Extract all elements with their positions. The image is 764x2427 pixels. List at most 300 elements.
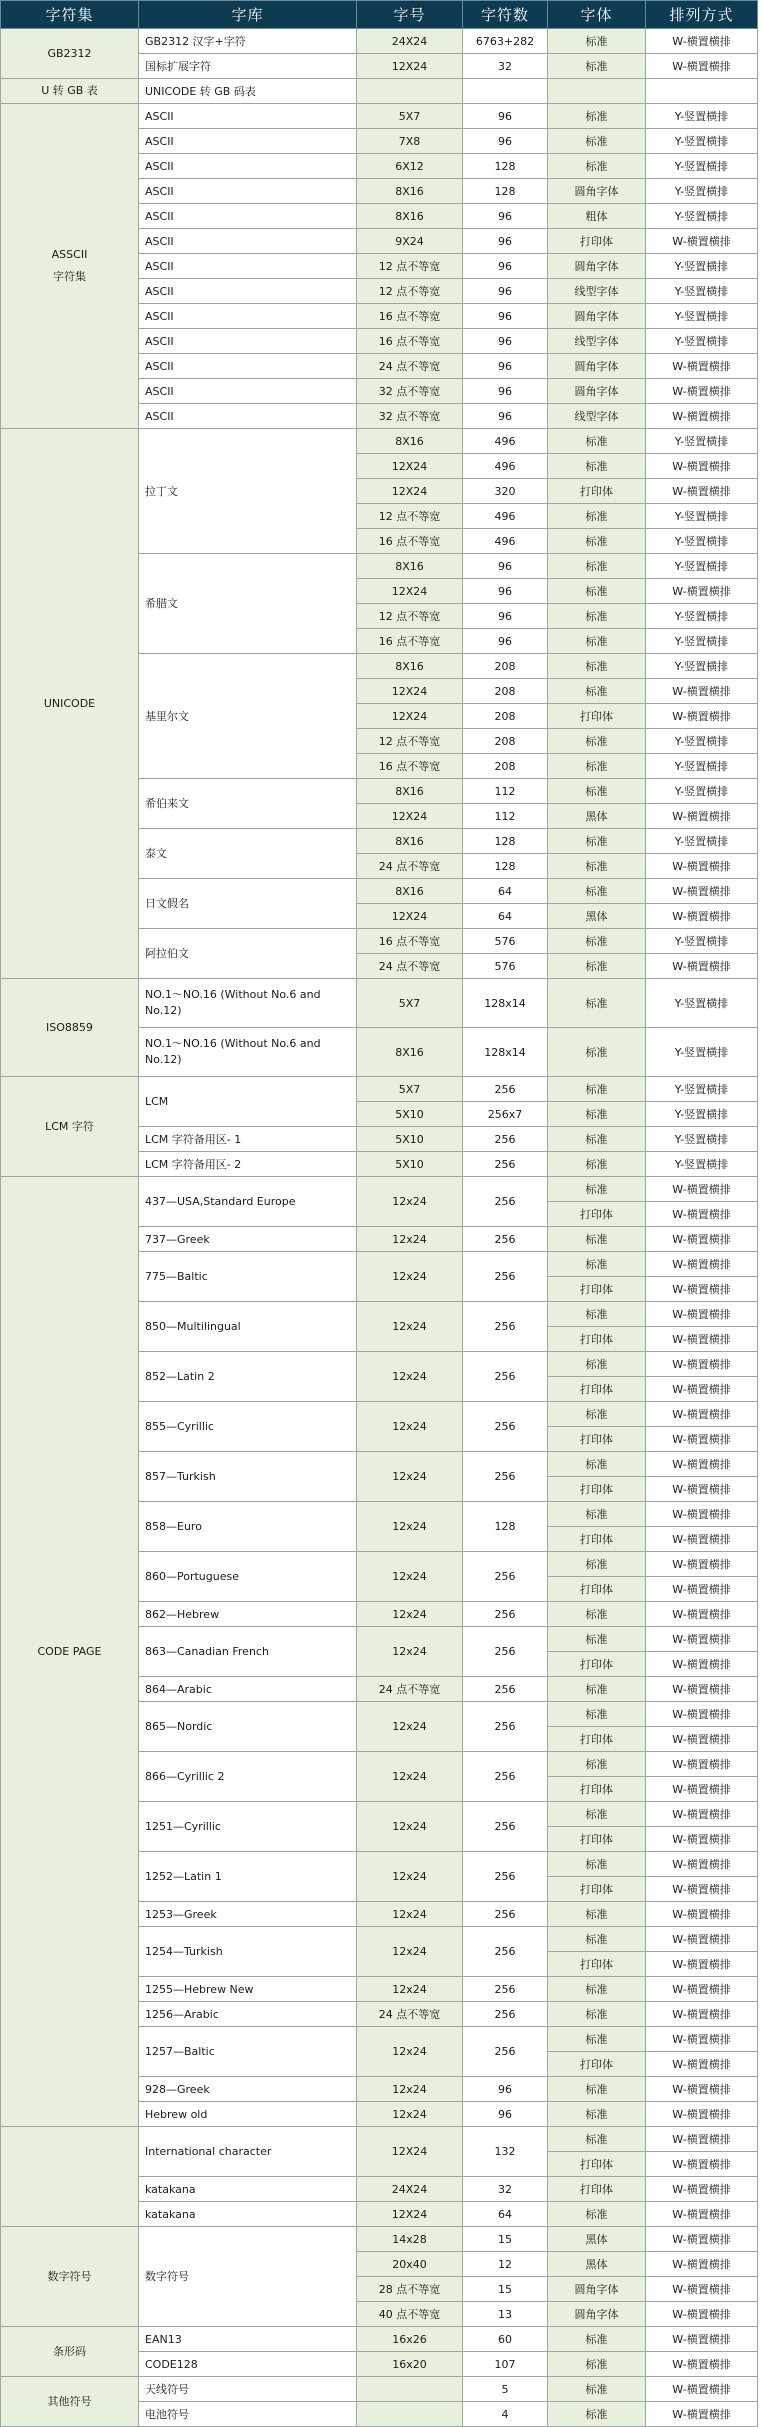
char-count-cell: 256 [463, 1177, 548, 1227]
size-cell: 12X24 [357, 579, 463, 604]
font-style-cell: 圆角字体 [548, 379, 646, 404]
library-cell: 1256—Arabic [139, 2002, 357, 2027]
size-cell: 32 点不等宽 [357, 379, 463, 404]
arrangement-cell: W-横置横排 [646, 2202, 758, 2227]
size-cell: 24 点不等宽 [357, 854, 463, 879]
charset-group-cell: LCM 字符 [1, 1077, 139, 1177]
charset-group-cell: U 转 GB 表 [1, 79, 139, 104]
table-row [1, 104, 758, 129]
font-style-cell: 标准 [548, 779, 646, 804]
arrangement-cell: W-横置横排 [646, 2102, 758, 2127]
font-style-cell: 打印体 [548, 1652, 646, 1677]
size-cell: 24X24 [357, 29, 463, 54]
size-cell: 8X16 [357, 554, 463, 579]
table-body [1, 29, 758, 2427]
size-cell: 24X24 [357, 2177, 463, 2202]
size-cell: 12x24 [357, 1502, 463, 1552]
char-count-cell: 96 [463, 354, 548, 379]
size-cell: 12x24 [357, 1752, 463, 1802]
size-cell: 12X24 [357, 679, 463, 704]
library-cell: NO.1～NO.16 (Without No.6 and No.12) [139, 1028, 357, 1077]
arrangement-cell [646, 79, 758, 104]
arrangement-cell: W-横置横排 [646, 54, 758, 79]
table-row [1, 1177, 758, 1202]
table-row [1, 2227, 758, 2252]
library-cell: ASCII [139, 279, 357, 304]
font-style-cell: 线型字体 [548, 404, 646, 429]
library-cell: CODE128 [139, 2352, 357, 2377]
char-count-cell: 208 [463, 654, 548, 679]
arrangement-cell: W-横置横排 [646, 2352, 758, 2377]
char-count-cell: 256 [463, 1352, 548, 1402]
font-style-cell: 标准 [548, 654, 646, 679]
char-count-cell: 256 [463, 2027, 548, 2077]
char-count-cell: 96 [463, 379, 548, 404]
font-style-cell: 标准 [548, 529, 646, 554]
arrangement-cell: W-横置横排 [646, 229, 758, 254]
font-style-cell: 标准 [548, 29, 646, 54]
size-cell: 14x28 [357, 2227, 463, 2252]
size-cell: 12X24 [357, 54, 463, 79]
arrangement-cell: W-横置横排 [646, 2152, 758, 2177]
font-style-cell: 标准 [548, 1452, 646, 1477]
size-cell: 12x24 [357, 1852, 463, 1902]
size-cell: 7X8 [357, 129, 463, 154]
char-count-cell: 96 [463, 329, 548, 354]
arrangement-cell: W-横置横排 [646, 1452, 758, 1477]
arrangement-cell: W-横置横排 [646, 804, 758, 829]
font-style-cell: 打印体 [548, 1327, 646, 1352]
arrangement-cell: W-横置横排 [646, 1277, 758, 1302]
char-count-cell: 208 [463, 704, 548, 729]
arrangement-cell: W-横置横排 [646, 1727, 758, 1752]
size-cell: 8X16 [357, 829, 463, 854]
font-style-cell: 标准 [548, 679, 646, 704]
charset-group-cell [1, 2127, 139, 2227]
size-cell: 9X24 [357, 229, 463, 254]
font-style-cell: 圆角字体 [548, 304, 646, 329]
arrangement-cell: Y-竖置横排 [646, 554, 758, 579]
arrangement-cell: W-横置横排 [646, 1227, 758, 1252]
header-arrangement: 排列方式 [646, 1, 758, 29]
char-count-cell: 96 [463, 279, 548, 304]
arrangement-cell: W-横置横排 [646, 1627, 758, 1652]
font-style-cell: 打印体 [548, 1877, 646, 1902]
char-count-cell: 128x14 [463, 979, 548, 1028]
size-cell: 12x24 [357, 1977, 463, 2002]
size-cell: 12X24 [357, 454, 463, 479]
library-cell: LCM 字符备用区- 1 [139, 1127, 357, 1152]
font-style-cell: 打印体 [548, 1577, 646, 1602]
font-style-cell: 打印体 [548, 1727, 646, 1752]
arrangement-cell: W-横置横排 [646, 2402, 758, 2427]
size-cell: 12x24 [357, 2027, 463, 2077]
char-count-cell: 256 [463, 1452, 548, 1502]
arrangement-cell: Y-竖置横排 [646, 154, 758, 179]
arrangement-cell: Y-竖置横排 [646, 329, 758, 354]
size-cell: 5X10 [357, 1102, 463, 1127]
size-cell: 12X24 [357, 704, 463, 729]
library-cell: LCM [139, 1077, 357, 1127]
font-style-cell: 标准 [548, 1352, 646, 1377]
char-count-cell: 256 [463, 1702, 548, 1752]
font-style-cell: 标准 [548, 1627, 646, 1652]
library-cell: 拉丁文 [139, 429, 357, 554]
library-cell: ASCII [139, 254, 357, 279]
char-count-cell: 112 [463, 779, 548, 804]
library-cell: ASCII [139, 204, 357, 229]
char-count-cell: 128 [463, 179, 548, 204]
size-cell: 12x24 [357, 1602, 463, 1627]
char-count-cell: 112 [463, 804, 548, 829]
table-row [1, 2327, 758, 2352]
font-style-cell: 标准 [548, 1302, 646, 1327]
char-count-cell: 496 [463, 504, 548, 529]
font-style-cell: 标准 [548, 504, 646, 529]
arrangement-cell: W-横置横排 [646, 1577, 758, 1602]
char-count-cell: 256x7 [463, 1102, 548, 1127]
size-cell: 8X16 [357, 879, 463, 904]
header-charset: 字符集 [1, 1, 139, 29]
arrangement-cell: Y-竖置横排 [646, 254, 758, 279]
char-count-cell: 256 [463, 1677, 548, 1702]
size-cell: 12X24 [357, 2127, 463, 2177]
font-style-cell: 打印体 [548, 1377, 646, 1402]
library-cell: 1252—Latin 1 [139, 1852, 357, 1902]
font-style-cell: 打印体 [548, 704, 646, 729]
char-count-cell: 208 [463, 679, 548, 704]
char-count-cell: 12 [463, 2252, 548, 2277]
library-cell: Hebrew old [139, 2102, 357, 2127]
charset-group-cell: 数字符号 [1, 2227, 139, 2327]
char-count-cell: 256 [463, 1227, 548, 1252]
size-cell: 12 点不等宽 [357, 604, 463, 629]
arrangement-cell: W-横置横排 [646, 2127, 758, 2152]
library-cell: 857—Turkish [139, 1452, 357, 1502]
char-count-cell: 256 [463, 1127, 548, 1152]
arrangement-cell: Y-竖置横排 [646, 1077, 758, 1102]
arrangement-cell: W-横置横排 [646, 2227, 758, 2252]
char-count-cell: 128 [463, 1502, 548, 1552]
char-count-cell: 96 [463, 579, 548, 604]
arrangement-cell: W-横置横排 [646, 1602, 758, 1627]
arrangement-cell: W-横置横排 [646, 954, 758, 979]
font-style-cell [548, 79, 646, 104]
arrangement-cell: W-横置横排 [646, 29, 758, 54]
size-cell [357, 79, 463, 104]
size-cell: 20x40 [357, 2252, 463, 2277]
font-style-cell: 标准 [548, 2352, 646, 2377]
library-cell: ASCII [139, 304, 357, 329]
arrangement-cell: W-横置横排 [646, 579, 758, 604]
arrangement-cell: W-横置横排 [646, 2027, 758, 2052]
font-style-cell: 打印体 [548, 1427, 646, 1452]
font-style-cell: 打印体 [548, 229, 646, 254]
char-count-cell: 96 [463, 229, 548, 254]
arrangement-cell: W-横置横排 [646, 479, 758, 504]
size-cell: 24 点不等宽 [357, 354, 463, 379]
size-cell: 8X16 [357, 654, 463, 679]
size-cell [357, 2377, 463, 2402]
arrangement-cell: W-横置横排 [646, 1352, 758, 1377]
char-count-cell: 32 [463, 2177, 548, 2202]
font-style-cell: 标准 [548, 2327, 646, 2352]
size-cell: 12X24 [357, 804, 463, 829]
arrangement-cell: W-横置横排 [646, 1702, 758, 1727]
library-cell: 1251—Cyrillic [139, 1802, 357, 1852]
arrangement-cell: Y-竖置横排 [646, 304, 758, 329]
library-cell: ASCII [139, 154, 357, 179]
char-count-cell: 496 [463, 429, 548, 454]
char-count-cell: 256 [463, 1752, 548, 1802]
font-style-cell: 标准 [548, 554, 646, 579]
char-count-cell: 107 [463, 2352, 548, 2377]
char-count-cell: 256 [463, 1977, 548, 2002]
library-cell: 437—USA,Standard Europe [139, 1177, 357, 1227]
char-count-cell: 5 [463, 2377, 548, 2402]
char-count-cell: 208 [463, 729, 548, 754]
font-style-cell: 圆角字体 [548, 179, 646, 204]
arrangement-cell: W-横置横排 [646, 1552, 758, 1577]
arrangement-cell: W-横置横排 [646, 1477, 758, 1502]
table-row [1, 429, 758, 454]
library-cell: 希伯来文 [139, 779, 357, 829]
font-style-cell: 线型字体 [548, 279, 646, 304]
size-cell: 8X16 [357, 179, 463, 204]
arrangement-cell: Y-竖置横排 [646, 604, 758, 629]
library-cell: 1254—Turkish [139, 1927, 357, 1977]
library-cell: ASCII [139, 104, 357, 129]
arrangement-cell: W-横置横排 [646, 854, 758, 879]
font-style-cell: 标准 [548, 579, 646, 604]
library-cell: 国标扩展字符 [139, 54, 357, 79]
arrangement-cell: W-横置横排 [646, 1427, 758, 1452]
arrangement-cell: W-横置横排 [646, 1852, 758, 1877]
arrangement-cell: W-横置横排 [646, 1802, 758, 1827]
size-cell: 12 点不等宽 [357, 254, 463, 279]
char-count-cell: 64 [463, 904, 548, 929]
char-count-cell: 4 [463, 2402, 548, 2427]
size-cell: 5X10 [357, 1152, 463, 1177]
size-cell: 12x24 [357, 1352, 463, 1402]
char-count-cell: 96 [463, 2102, 548, 2127]
arrangement-cell: W-横置横排 [646, 1777, 758, 1802]
arrangement-cell: W-横置横排 [646, 454, 758, 479]
library-cell: GB2312 汉字+字符 [139, 29, 357, 54]
library-cell: LCM 字符备用区- 2 [139, 1152, 357, 1177]
font-style-cell: 打印体 [548, 1477, 646, 1502]
char-count-cell: 256 [463, 1152, 548, 1177]
arrangement-cell: W-横置横排 [646, 2177, 758, 2202]
font-style-cell: 打印体 [548, 2052, 646, 2077]
char-count-cell: 32 [463, 54, 548, 79]
size-cell: 16x26 [357, 2327, 463, 2352]
charset-group-cell: UNICODE [1, 429, 139, 979]
size-cell: 8X16 [357, 779, 463, 804]
size-cell: 8X16 [357, 1028, 463, 1077]
library-cell: 862—Hebrew [139, 1602, 357, 1627]
font-style-cell: 标准 [548, 2002, 646, 2027]
table-row [1, 29, 758, 54]
char-count-cell: 96 [463, 254, 548, 279]
size-cell: 40 点不等宽 [357, 2302, 463, 2327]
size-cell: 5X7 [357, 104, 463, 129]
font-style-cell: 标准 [548, 604, 646, 629]
library-cell: 1253—Greek [139, 1902, 357, 1927]
font-style-cell: 标准 [548, 1752, 646, 1777]
char-count-cell: 256 [463, 1627, 548, 1677]
arrangement-cell: W-横置横排 [646, 354, 758, 379]
size-cell: 12x24 [357, 1927, 463, 1977]
size-cell: 12X24 [357, 2202, 463, 2227]
font-style-cell: 标准 [548, 879, 646, 904]
size-cell: 12x24 [357, 1902, 463, 1927]
arrangement-cell: Y-竖置横排 [646, 629, 758, 654]
font-style-cell: 标准 [548, 2402, 646, 2427]
font-style-cell: 标准 [548, 1552, 646, 1577]
char-count-cell: 64 [463, 2202, 548, 2227]
size-cell: 12X24 [357, 904, 463, 929]
arrangement-cell: Y-竖置横排 [646, 179, 758, 204]
header-char-count: 字符数 [463, 1, 548, 29]
char-count-cell: 96 [463, 629, 548, 654]
font-style-cell: 标准 [548, 954, 646, 979]
font-style-cell: 标准 [548, 104, 646, 129]
arrangement-cell: Y-竖置横排 [646, 104, 758, 129]
arrangement-cell: W-横置横排 [646, 704, 758, 729]
font-style-cell: 圆角字体 [548, 254, 646, 279]
font-style-cell: 标准 [548, 1802, 646, 1827]
font-style-cell: 标准 [548, 1927, 646, 1952]
arrangement-cell: Y-竖置横排 [646, 279, 758, 304]
font-style-cell: 打印体 [548, 1277, 646, 1302]
font-style-cell: 标准 [548, 1028, 646, 1077]
char-count-cell: 128 [463, 829, 548, 854]
arrangement-cell: W-横置横排 [646, 1402, 758, 1427]
char-count-cell: 208 [463, 754, 548, 779]
size-cell: 12x24 [357, 1227, 463, 1252]
arrangement-cell: W-横置横排 [646, 404, 758, 429]
char-count-cell: 13 [463, 2302, 548, 2327]
font-style-cell: 圆角字体 [548, 2302, 646, 2327]
library-cell: ASCII [139, 379, 357, 404]
arrangement-cell: W-横置横排 [646, 2002, 758, 2027]
font-style-cell: 标准 [548, 154, 646, 179]
arrangement-cell: W-横置横排 [646, 1502, 758, 1527]
font-style-cell: 标准 [548, 1252, 646, 1277]
library-cell: 阿拉伯文 [139, 929, 357, 979]
size-cell: 12x24 [357, 1552, 463, 1602]
table-row [1, 79, 758, 104]
library-cell: ASCII [139, 179, 357, 204]
arrangement-cell: W-横置横排 [646, 1177, 758, 1202]
arrangement-cell: W-横置横排 [646, 2327, 758, 2352]
font-style-cell: 标准 [548, 1602, 646, 1627]
font-style-cell: 标准 [548, 1852, 646, 1877]
arrangement-cell: W-横置横排 [646, 1527, 758, 1552]
arrangement-cell: W-横置横排 [646, 1377, 758, 1402]
arrangement-cell: Y-竖置横排 [646, 779, 758, 804]
font-style-cell: 标准 [548, 629, 646, 654]
size-cell: 12 点不等宽 [357, 504, 463, 529]
library-cell: 泰文 [139, 829, 357, 879]
font-style-cell: 标准 [548, 1227, 646, 1252]
arrangement-cell: W-横置横排 [646, 2377, 758, 2402]
arrangement-cell: W-横置横排 [646, 2277, 758, 2302]
char-count-cell: 96 [463, 604, 548, 629]
arrangement-cell: W-横置横排 [646, 1302, 758, 1327]
font-style-cell: 标准 [548, 729, 646, 754]
arrangement-cell: Y-竖置横排 [646, 829, 758, 854]
font-style-cell: 标准 [548, 1177, 646, 1202]
size-cell: 16 点不等宽 [357, 529, 463, 554]
font-style-cell: 标准 [548, 1977, 646, 2002]
library-cell: 1255—Hebrew New [139, 1977, 357, 2002]
arrangement-cell: Y-竖置横排 [646, 1102, 758, 1127]
library-cell: 863—Canadian French [139, 1627, 357, 1677]
font-style-cell: 标准 [548, 929, 646, 954]
header-size: 字号 [357, 1, 463, 29]
arrangement-cell: Y-竖置横排 [646, 729, 758, 754]
char-count-cell: 496 [463, 454, 548, 479]
char-count-cell: 64 [463, 879, 548, 904]
char-count-cell: 15 [463, 2227, 548, 2252]
arrangement-cell: Y-竖置横排 [646, 204, 758, 229]
size-cell: 28 点不等宽 [357, 2277, 463, 2302]
char-count-cell: 576 [463, 929, 548, 954]
library-cell: ASCII [139, 129, 357, 154]
size-cell: 16 点不等宽 [357, 929, 463, 954]
size-cell: 12x24 [357, 1302, 463, 1352]
header-font-style: 字体 [548, 1, 646, 29]
library-cell: 866—Cyrillic 2 [139, 1752, 357, 1802]
char-count-cell: 256 [463, 1852, 548, 1902]
font-style-cell: 标准 [548, 454, 646, 479]
library-cell: 928—Greek [139, 2077, 357, 2102]
font-style-cell: 黑体 [548, 2252, 646, 2277]
arrangement-cell: Y-竖置横排 [646, 529, 758, 554]
table-row [1, 2377, 758, 2402]
char-count-cell: 256 [463, 2002, 548, 2027]
font-style-cell: 标准 [548, 979, 646, 1028]
arrangement-cell: W-横置横排 [646, 1327, 758, 1352]
char-count-cell: 256 [463, 1802, 548, 1852]
font-style-cell: 标准 [548, 854, 646, 879]
size-cell: 12 点不等宽 [357, 729, 463, 754]
char-count-cell: 256 [463, 1552, 548, 1602]
char-count-cell: 96 [463, 204, 548, 229]
arrangement-cell: W-横置横排 [646, 1877, 758, 1902]
charset-group-cell: CODE PAGE [1, 1177, 139, 2127]
library-cell: 775—Baltic [139, 1252, 357, 1302]
char-count-cell: 128 [463, 154, 548, 179]
library-cell: 850—Multilingual [139, 1302, 357, 1352]
arrangement-cell: Y-竖置横排 [646, 979, 758, 1028]
arrangement-cell: W-横置横排 [646, 2252, 758, 2277]
arrangement-cell: W-横置横排 [646, 1977, 758, 2002]
size-cell: 16 点不等宽 [357, 629, 463, 654]
size-cell: 24 点不等宽 [357, 2002, 463, 2027]
char-count-cell: 256 [463, 1302, 548, 1352]
font-style-cell: 打印体 [548, 2152, 646, 2177]
font-style-cell: 标准 [548, 2077, 646, 2102]
size-cell: 12x24 [357, 1802, 463, 1852]
size-cell: 16x20 [357, 2352, 463, 2377]
font-style-cell: 圆角字体 [548, 2277, 646, 2302]
charset-group-cell: 条形码 [1, 2327, 139, 2377]
library-cell: 864—Arabic [139, 1677, 357, 1702]
font-style-cell: 线型字体 [548, 329, 646, 354]
